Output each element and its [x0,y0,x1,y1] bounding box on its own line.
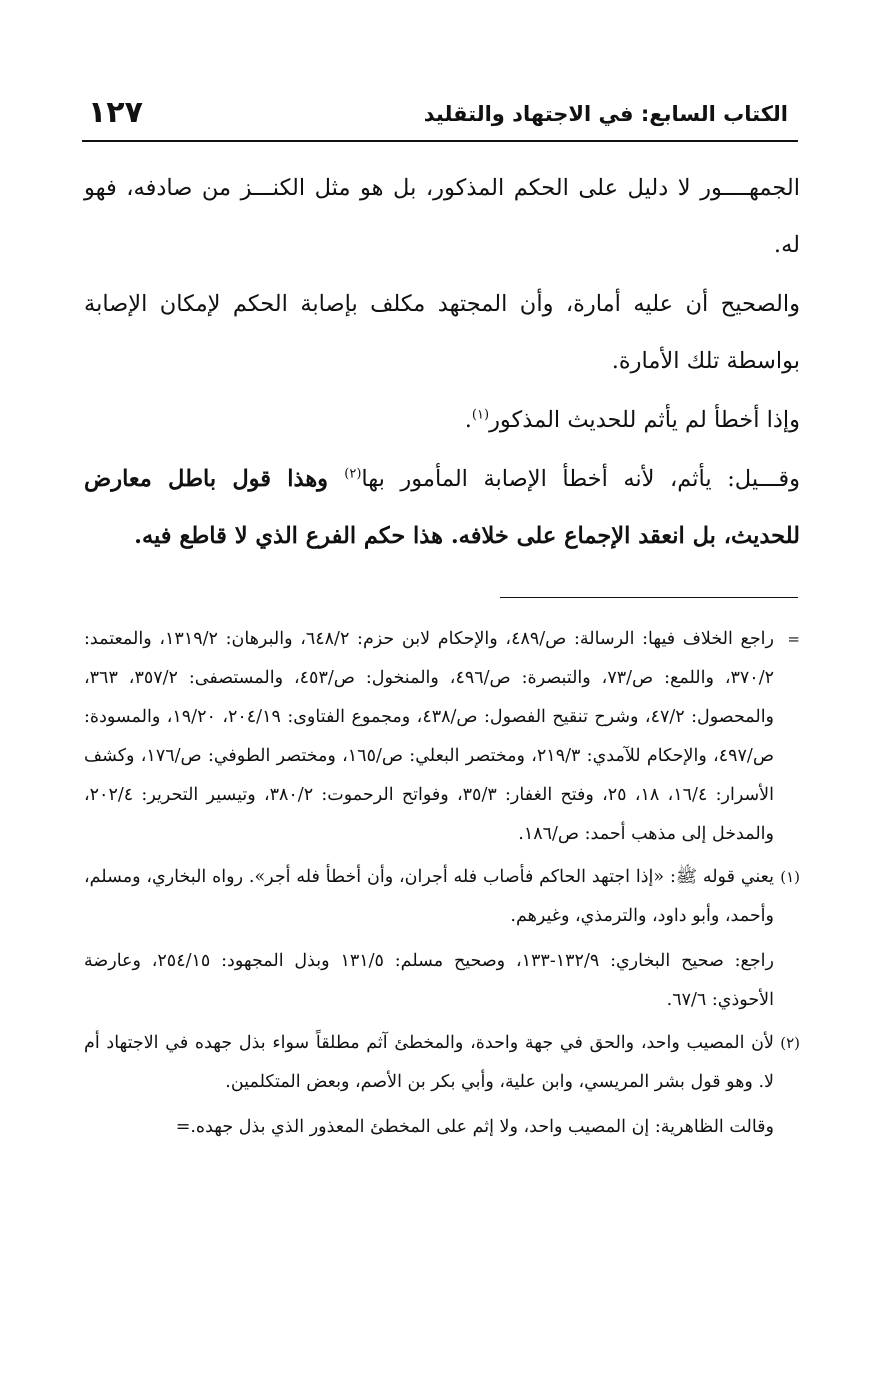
footnote-separator [500,597,798,598]
page-number: ١٢٧ [88,95,143,130]
paragraph-3-text: وإذا أخطأ لم يأثم للحديث المذكور [489,407,800,433]
footnote-text: يعني قوله ﷺ: «إذا اجتهد الحاكم فأصاب فله أجران، وأن أخطأ فله أجر». رواه البخاري، ومسلم، وأحمد، وأبو داود، والترمذي، وغيرهم. [84,867,774,926]
main-text [84,160,800,565]
paragraph-4 [84,451,800,565]
footnote-marker: (١) [780,868,800,886]
paragraph-4-text-a: وقـــيل: يأثم، لأنه أخطأ الإصابة المأمور بها [361,466,800,492]
footnote-1 [84,858,800,1020]
running-title: الكتاب السابع: في الاجتهاد والتقليد [423,102,788,126]
footnote-2 [84,1024,800,1147]
footnotes [84,620,800,1151]
footnote-marker: = [787,630,800,648]
footnote-text: لأن المصيب واحد، والحق في جهة واحدة، والمخطئ آثم مطلقاً سواء بذل جهده في الاجتهاد أم لا. وهو قول بشر المريسي، وابن علية، وأبي بكر بن الأصم، وبعض المتكلمين. [84,1033,774,1092]
paragraph-3-end: . [464,407,472,433]
paragraph-1: الجمهــــور لا دليل على الحكم المذكور، بل هو مثل الكنـــز من صادفه، فهو له. [84,175,800,258]
footnote-continuation [84,620,800,854]
footnote-text: راجع: صحيح البخاري: ١٣٢/٩-١٣٣، وصحيح مسلم: ١٣١/٥ وبذل المجهود: ٢٥٤/١٥، وعارضة الأحوذي: ٦٧/٦. [84,951,774,1010]
paragraph-2: والصحيح أن عليه أمارة، وأن المجتهد مكلف بإصابة الحكم لإمكان الإصابة بواسطة تلك الأمارة. [84,291,800,374]
page-header [82,96,798,142]
paragraph-4-text-b: وهذا قول باطل معارض للحديث، بل انعقد الإجماع على خلافه. هذا حكم الفرع الذي لا قاطع فيه. [84,466,800,549]
footnote-marker: (٢) [780,1034,800,1052]
footnote-text: وقالت الظاهرية: إن المصيب واحد، ولا إثم على المخطئ المعذور الذي بذل جهده.= [175,1117,774,1137]
footnote-ref-2[interactable]: (٢) [344,466,362,482]
paragraph-3 [84,392,800,449]
footnote-text: راجع الخلاف فيها: الرسالة: ص/٤٨٩، والإحكام لابن حزم: ٦٤٨/٢، والبرهان: ١٣١٩/٢، والمعتمد: ٣٧٠/٢، واللمع: ص/٧٣، والتبصرة: ص/٤٩٦، والمنخول: ص/٤٥٣، والمستصفى: ٣٥٧/٢، ٣٦٣، والمحصول: ٤٧/٢، وشرح تنقيح الفصول: ص/٤٣٨، ومجموع الفتاوى: ٢٠٤/١٩، ١٩/٢٠، والمسودة: ص/٤٩٧، والإحكام للآمدي: ٢١٩/٣، ومختصر البعلي: ص/١٦٥، ومختصر الطوفي: ص/١٧٦، وكشف الأسرار: ١٦/٤، ١٨، ٢٥، وفتح الغفار: ٣٥/٣، وفواتح الرحموت: ٣٨٠/٢، وتيسير التحرير: ٢٠٢/٤، والمدخل إلى مذهب أحمد: ص/١٨٦. [84,629,775,844]
footnote-ref-1[interactable]: (١) [471,407,490,423]
